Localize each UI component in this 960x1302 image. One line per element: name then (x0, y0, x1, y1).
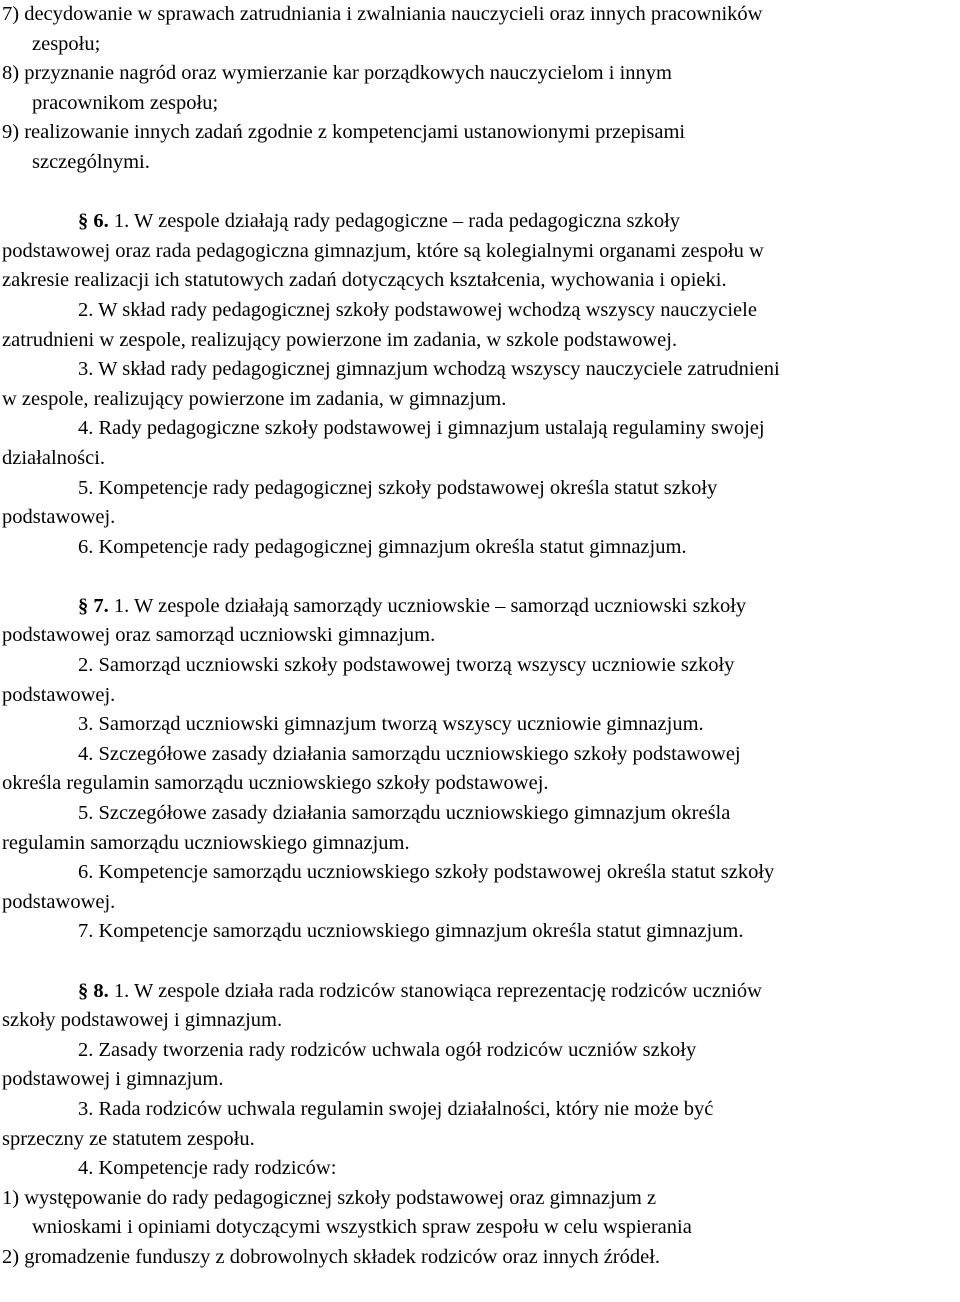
section-mark: § 8. (78, 979, 109, 1002)
paragraph-line: w zespole, realizujący powierzone im zadania, w gimnazjum. (2, 387, 507, 410)
paragraph-line: podstawowej. (2, 890, 116, 913)
paragraph-line: 4. Szczegółowe zasady działania samorządu uczniowskiego szkoły podstawowej (78, 742, 741, 765)
paragraph-line: działalności. (2, 446, 106, 469)
paragraph-line: szkoły podstawowej i gimnazjum. (2, 1009, 283, 1032)
paragraph-line: 6. Kompetencje samorządu uczniowskiego szkoły podstawowej określa statut szkoły (78, 861, 775, 884)
list-item-line: szczególnymi. (32, 150, 150, 173)
paragraph-line: 4. Rady pedagogiczne szkoły podstawowej i gimnazjum ustalają regulaminy swojej (78, 417, 765, 440)
paragraph-line: 3. Rada rodziców uchwala regulamin swojej działalności, który nie może być (78, 1097, 714, 1120)
paragraph-line: zakresie realizacji ich statutowych zadań dotyczących kształcenia, wychowania i opieki. (2, 269, 727, 292)
paragraph-line: podstawowej i gimnazjum. (2, 1068, 224, 1091)
section-mark: § 7. (78, 594, 109, 617)
paragraph-line: 5. Szczegółowe zasady działania samorządu uczniowskiego gimnazjum określa (78, 802, 731, 825)
spacer (2, 178, 948, 208)
section-7 (2, 592, 948, 947)
paragraph-line: 3. Samorząd uczniowski gimnazjum tworzą wszyscy uczniowie gimnazjum. (78, 713, 704, 736)
paragraph-text: 1. W zespole działa rada rodziców stanowiąca reprezentację rodziców uczniów (108, 979, 762, 1002)
paragraph-text: 1. W zespole działają samorządy uczniowskie – samorząd uczniowski szkoły (108, 594, 747, 617)
paragraph-line: 2. W skład rady pedagogicznej szkoły podstawowej wchodzą wszyscy nauczyciele (78, 298, 757, 321)
list-item-line: 8) przyznanie nagród oraz wymierzanie kar porządkowych nauczycielom i innym (2, 62, 672, 85)
paragraph-line: określa regulamin samorządu uczniowskiego szkoły podstawowej. (2, 772, 549, 795)
paragraph-line: podstawowej. (2, 683, 116, 706)
paragraph-line: 7. Kompetencje samorządu uczniowskiego gimnazjum określa statut gimnazjum. (78, 920, 744, 943)
paragraph-line: 2. Zasady tworzenia rady rodziców uchwala ogół rodziców uczniów szkoły (78, 1038, 697, 1061)
paragraph-line: podstawowej oraz rada pedagogiczna gimnazjum, które są kolegialnymi organami zespołu w (2, 239, 764, 262)
list-item-line: 9) realizowanie innych zadań zgodnie z kompetencjami ustanowionymi przepisami (2, 121, 686, 144)
list-item-line: zespołu; (32, 32, 101, 55)
list-item-line: 2) gromadzenie funduszy z dobrowolnych składek rodziców oraz innych źródeł. (2, 1245, 661, 1268)
paragraph-line: 6. Kompetencje rady pedagogicznej gimnazjum określa statut gimnazjum. (78, 535, 687, 558)
paragraph-text: 1. W zespole działają rady pedagogiczne – rada pedagogiczna szkoły (108, 210, 681, 233)
spacer (2, 947, 948, 977)
list-item-9 (2, 118, 948, 177)
list-item-7 (2, 0, 948, 59)
paragraph-line: 3. W skład rady pedagogicznej gimnazjum wchodzą wszyscy nauczyciele zatrudnieni (78, 358, 780, 381)
section-6 (2, 207, 948, 562)
paragraph-line: podstawowej oraz samorząd uczniowski gimnazjum. (2, 624, 436, 647)
paragraph-line: regulamin samorządu uczniowskiego gimnazjum. (2, 831, 410, 854)
list-item-line: 1) występowanie do rady pedagogicznej szkoły podstawowej oraz gimnazjum z (2, 1186, 657, 1209)
paragraph-line: 5. Kompetencje rady pedagogicznej szkoły podstawowej określa statut szkoły (78, 476, 718, 499)
section-8 (2, 977, 948, 1273)
spacer (2, 562, 948, 592)
list-item-line: pracownikom zespołu; (32, 91, 219, 114)
paragraph-line: 2. Samorząd uczniowski szkoły podstawowej tworzą wszyscy uczniowie szkoły (78, 654, 735, 677)
section-mark: § 6. (78, 210, 109, 233)
paragraph-line (2, 977, 948, 1007)
paragraph-line: podstawowej. (2, 506, 116, 529)
paragraph-line: 4. Kompetencje rady rodziców: (78, 1157, 337, 1180)
paragraph-line (2, 207, 948, 237)
list-item-line: wnioskami i opiniami dotyczącymi wszystkich spraw zespołu w celu wspierania (32, 1216, 692, 1239)
list-item-line: 7) decydowanie w sprawach zatrudniania i zwalniania nauczycieli oraz innych pracowników (2, 3, 763, 25)
paragraph-line: sprzeczny ze statutem zespołu. (2, 1127, 255, 1150)
list-item-8 (2, 59, 948, 118)
paragraph-line (2, 592, 948, 622)
paragraph-line: zatrudnieni w zespole, realizujący powierzone im zadania, w szkole podstawowej. (2, 328, 678, 351)
